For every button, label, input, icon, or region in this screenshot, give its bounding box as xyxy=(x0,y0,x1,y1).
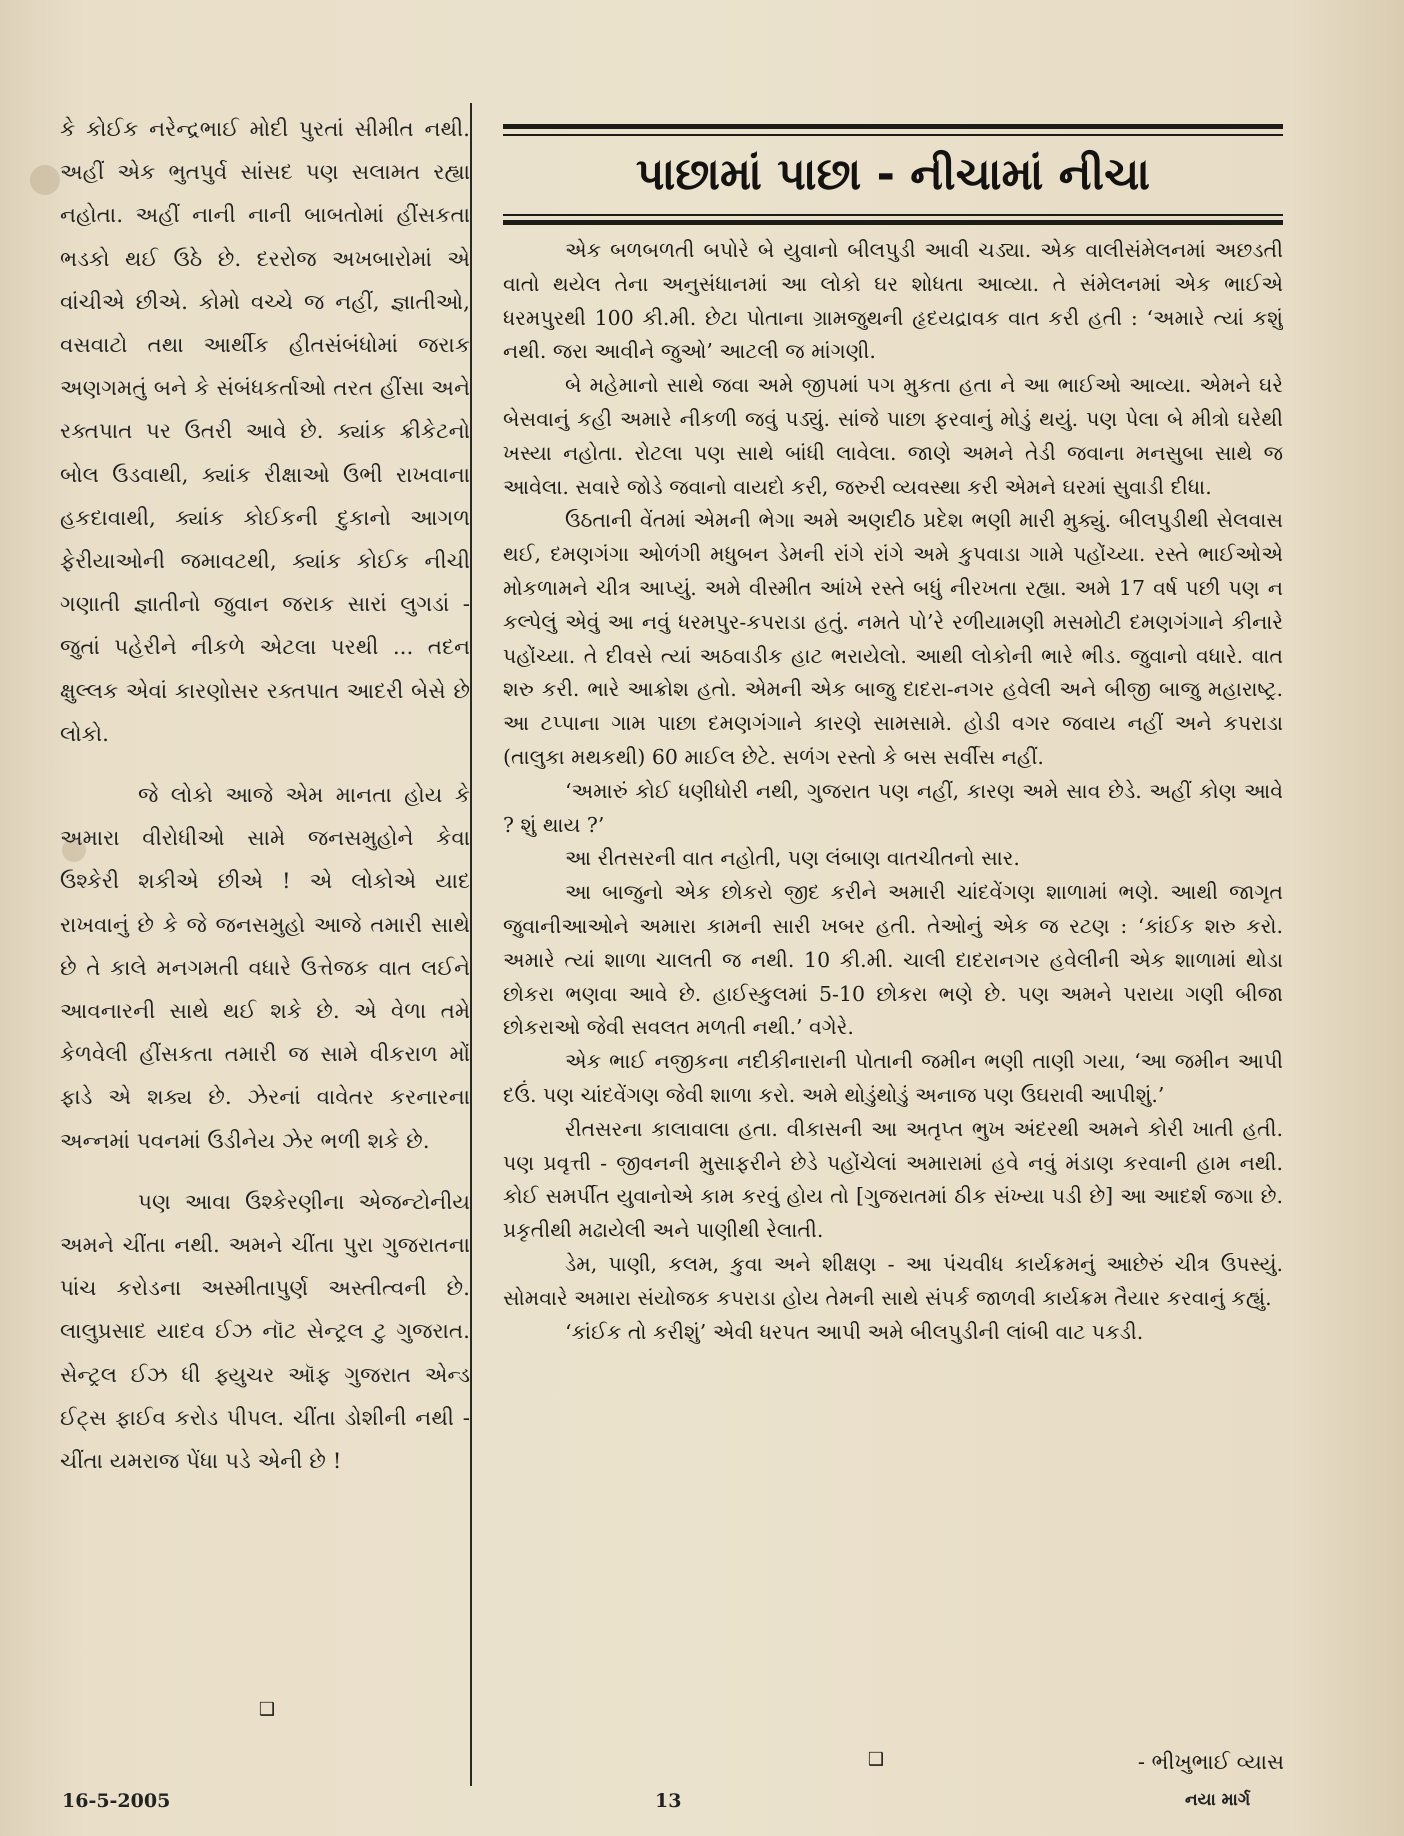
title-rule xyxy=(503,124,1283,129)
article-paragraph: ડેમ, પાણી, કલમ, કુવા અને શીક્ષણ - આ પંચવીધ કાર્યક્રમનું આછેરું ચીત્ર ઉપસ્યું. સોમવારે અમારા સંયોજક કપરાડા હોય તેમની સાથે સંપર્ક જાળવી કાર્યક્રમ તૈયાર કરવાનું કહ્યું. xyxy=(503,1251,1283,1310)
end-mark: ❑ xyxy=(258,1699,276,1720)
title-rule xyxy=(503,214,1283,216)
article-paragraph: રીતસરના કાલાવાલા હતા. વીકાસની આ અતૃપ્ત ભુખ અંદરથી અમને કોરી ખાતી હતી. પણ પ્રવૃત્તી - જીવનની મુસાફરીને છેડે પહોંચેલાં અમારામાં હવે નવું મંડાણ કરવાની હામ નથી. કોઈ સમર્પીત યુવાનોએ કામ કરવું હોય તો [ગુજરાતમાં ઠીક સંખ્યા પડી છે] આ આદર્શ જગા છે. પ્રકૃતીથી મઢાયેલી અને પાણીથી રેલાતી. xyxy=(503,1116,1283,1243)
column-divider xyxy=(470,103,472,1786)
article-paragraph: એક બળબળતી બપોરે બે યુવાનો બીલપુડી આવી ચડ્યા. એક વાલીસંમેલનમાં અછડતી વાતો થયેલ તેના અનુસંધાનમાં આ લોકો ઘર શોધતા આવ્યા. તે સંમેલનમાં એક ભાઈએ ધરમપુરથી 100 કી.મી. છેટા પોતાના ગ્રામજુથની હૃદયદ્રાવક વાત કરી હતી : ‘અમારે ત્યાં કશું નથી. જરા આવીને જુઓ’ આટલી જ માંગણી. xyxy=(503,238,1283,364)
article-paragraph: એક ભાઈ નજીકના નદીકીનારાની પોતાની જમીન ભણી તાણી ગયા, ‘આ જમીન આપી દઉં. પણ ચાંદવેંગણ જેવી શાળા કરો. અમે થોડુંથોડું અનાજ પણ ઉઘરાવી આપીશું.’ xyxy=(503,1049,1283,1107)
article-paragraph: આ બાજુનો એક છોકરો જીદ કરીને અમારી ચાંદવેંગણ શાળામાં ભણે. આથી જાગૃત જુવાનીઆઓને અમારા કામની સારી ખબર હતી. તેઓનું એક જ રટણ : ‘કાંઈક શરુ કરો. અમારે ત્યાં શાળા ચાલતી જ નથી. 10 કી.મી. ચાલી દાદરાનગર હવેલીની એક શાળામાં થોડા છોકરા ભણવા આવે છે. હાઈસ્કુલમાં 5-10 છોકરા ભણે છે. પણ અમને પરાયા ગણી બીજા છોકરાઓ જેવી સવલત મળતી નથી.’ વગેરે. xyxy=(503,880,1283,1040)
article-paragraph: બે મહેમાનો સાથે જવા અમે જીપમાં પગ મુકતા હતા ને આ ભાઈઓ આવ્યા. એમને ઘરે બેસવાનું કહી અમારે નીકળી જવું પડ્યું. સાંજે પાછા ફરવાનું મોડું થયું. પણ પેલા બે મીત્રો ઘરેથી ખસ્યા નહોતા. રોટલા પણ સાથે બાંધી લાવેલા. જાણે અમને તેડી જવાના મનસુબા સાથે જ આવેલા. સવારે જોડે જવાનો વાયદો કરી, જરુરી વ્યવસ્થા કરી એમને ઘરમાં સુવાડી દીધા. xyxy=(503,373,1283,499)
left-column xyxy=(60,108,470,1738)
end-mark: ❑ xyxy=(867,1749,885,1770)
article-body xyxy=(503,234,1283,1724)
page-number: 13 xyxy=(655,1790,682,1812)
article-paragraph: ઉઠતાની વેંતમાં એમની ભેગા અમે અણદીઠ પ્રદેશ ભણી મારી મુક્યું. બીલપુડીથી સેલવાસ થઈ, દમણગંગા ઓળંગી મધુબન ડેમની રાંગે રાંગે અમે કુપવાડા ગામે પહોંચ્યા. રસ્તે ભાઈઓએ મોકળામને ચીત્ર આપ્યું. અમે વીસ્મીત આંખે રસ્તે બધું નીરખતા રહ્યા. અમે 17 વર્ષ પછી પણ ન કલ્પેલું એવું આ નવું ધરમપુર-કપરાડા હતું. નમતે પો’રે રળીયામણી મસમોટી દમણગંગાને કીનારે પહોંચ્યા. તે દીવસે ત્યાં અઠવાડીક હાટ ભરાયેલો. આથી લોકોની ભારે ભીડ. જુવાનો વધારે. વાત શરુ કરી. ભારે આક્રોશ હતો. એમની એક બાજુ દાદરા-નગર હવેલી અને બીજી બાજુ મહારાષ્ટ્ર. આ ટપ્પાના ગામ પાછા દમણગંગાને કારણે સામસામે. હોડી વગર જવાય નહીં અને કપરાડા (તાલુકા મથકથી) 60 માઈલ છેટે. સળંગ રસ્તો કે બસ સર્વીસ નહીં. xyxy=(503,508,1283,769)
left-paragraph: પણ આવા ઉશ્કેરણીના એજન્ટોનીય અમને ચીંતા નથી. અમને ચીંતા પુરા ગુજરાતના પાંચ કરોડના અસ્મીતાપુર્ણ અસ્તીત્વની છે. લાલુપ્રસાદ યાદવ ઈઝ નૉટ સેન્ટ્રલ ટુ ગુજરાત. સેન્ટ્રલ ઈઝ ધી ફ્યુચર ઑફ ગુજરાત એન્ડ ઈટ્સ ફાઈવ કરોડ પીપલ. ચીંતા ડોશીની નથી - ચીંતા યમરાજ પેંધા પડે એની છે ! xyxy=(60,1189,470,1475)
paper-stain xyxy=(30,165,60,195)
article-title: પાછામાં પાછા - નીચામાં નીચા xyxy=(635,149,1151,200)
issue-date: 16-5-2005 xyxy=(62,1790,171,1812)
article-paragraph: ‘કાંઈક તો કરીશું’ એવી ધરપત આપી અમે બીલપુડીની લાંબી વાટ પકડી. xyxy=(565,1319,1144,1344)
article-paragraph: ‘અમારું કોઈ ધણીધોરી નથી, ગુજરાત પણ નહીં, કારણ અમે સાવ છેડે. અહીં કોણ આવે ? શું થાય ?’ xyxy=(503,778,1283,837)
left-paragraph: કે કોઈક નરેન્દ્રભાઈ મોદી પુરતાં સીમીત નથી. અહીં એક ભુતપુર્વ સાંસદ પણ સલામત રહ્યા નહોતા. અહીં નાની નાની બાબતોમાં હીંસકતા ભડકો થઈ ઉઠે છે. દરરોજ અખબારોમાં એ વાંચીએ છીએ. કોમો વચ્ચે જ નહીં, જ્ઞાતીઓ, વસવાટો તથા આર્થીક હીતસંબંધોમાં જરાક અણગમતું બને કે સંબંધકર્તાઓ તરત હીંસા અને રક્તપાત પર ઉતરી આવે છે. ક્યાંક ક્રીકેટનો બોલ ઉડવાથી, ક્યાંક રીક્ષાઓ ઉભી રાખવાના હકદાવાથી, ક્યાંક કોઈકની દુકાનો આગળ ફેરીયાઓની જમાવટથી, ક્યાંક કોઈક નીચી ગણાતી જ્ઞાતીનો જુવાન જરાક સારાં લુગડાં - જુતાં પહેરીને નીકળે એટલા પરથી ... તદન ક્ષુલ્લક એવાં કારણોસર રક્તપાત આદરી બેસે છે લોકો. xyxy=(60,117,470,747)
left-paragraph: જે લોકો આજે એમ માનતા હોય કે અમારા વીરોધીઓ સામે જનસમુહોને કેવા ઉશ્કેરી શકીએ છીએ ! એ લોકોએ યાદ રાખવાનું છે કે જે જનસમુહો આજે તમારી સાથે છે તે કાલે મનગમતી વધારે ઉત્તેજક વાત લઈને આવનારની સાથે થઈ શકે છે. એ વેળા તમે કેળવેલી હીંસકતા તમારી જ સામે વીકરાળ મોં ફાડે એ શક્ય છે. ઝેરનાં વાવેતર કરનારના અન્નમાં પવનમાં ઉડીનેય ઝેર ભળી શકે છે. xyxy=(60,783,470,1154)
title-rule xyxy=(503,134,1283,136)
author-byline: - ભીખુભાઈ વ્યાસ xyxy=(1137,1750,1284,1774)
title-rule xyxy=(503,220,1283,225)
article-paragraph: આ રીતસરની વાત નહોતી, પણ લંબાણ વાતચીતનો સાર. xyxy=(565,846,1020,871)
magazine-name: નયા માર્ગ xyxy=(1185,1790,1251,1810)
